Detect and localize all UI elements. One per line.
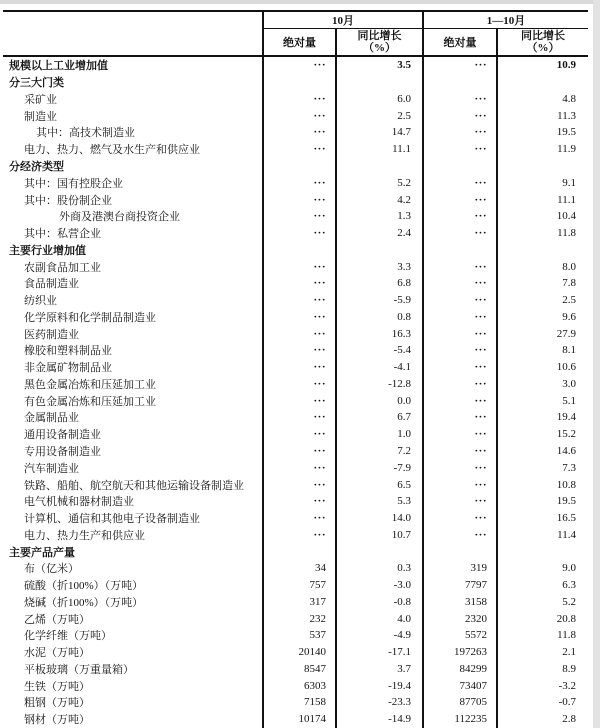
table-row	[3, 57, 588, 74]
cell-value: ···	[424, 57, 498, 74]
header-growth-oct-line1: 同比增长	[357, 30, 402, 42]
table-row	[3, 459, 588, 476]
table-row	[3, 610, 588, 627]
cell-value: ···	[424, 292, 498, 309]
cell-value	[424, 158, 498, 175]
cell-value	[498, 74, 588, 91]
cell-value: ···	[264, 409, 337, 426]
cell-value: ···	[424, 359, 498, 376]
cell-value: 11.3	[557, 109, 576, 122]
row-label: 纺织业	[3, 292, 264, 309]
cell-value: 5.2	[562, 595, 576, 608]
cell-value: 10.8	[556, 478, 576, 491]
header-group-jan-oct	[424, 12, 588, 29]
row-label: 计算机、通信和其他电子设备制造业	[3, 510, 264, 527]
row-label: 制造业	[3, 107, 264, 124]
row-label: 其中：股份制企业	[3, 191, 264, 208]
cell-value: 7797	[424, 577, 498, 594]
header-absolute-oct	[264, 29, 337, 55]
cell-value: 19.5	[556, 126, 576, 139]
row-label: 农副食品加工业	[3, 258, 264, 275]
cell-value: 11.8	[557, 629, 576, 642]
cell-value: 317	[264, 594, 337, 611]
cell-value: ···	[264, 275, 337, 292]
cell-value: 6.7	[337, 409, 424, 426]
table-row	[3, 174, 588, 191]
row-label: 主要产品产量	[3, 543, 264, 560]
cell-value: 7.2	[337, 443, 424, 460]
cell-value: 10.6	[556, 361, 576, 374]
cell-value: 7158	[264, 694, 337, 711]
cell-value: ···	[264, 225, 337, 242]
cell-value: 73407	[424, 677, 498, 694]
cell-value: 11.4	[557, 528, 576, 541]
cell-value: 3.5	[337, 57, 424, 74]
header-absolute-jan-oct-label: 绝对量	[443, 37, 477, 49]
cell-value: 84299	[424, 661, 498, 678]
row-label: 钢材（万吨）	[3, 711, 264, 728]
cell-value: 19.4	[556, 411, 576, 424]
cell-value: 319	[424, 560, 498, 577]
cell-value	[424, 74, 498, 91]
cell-value: 15.2	[556, 428, 576, 441]
cell-value: ···	[424, 191, 498, 208]
table-row	[3, 677, 588, 694]
cell-value: ···	[424, 342, 498, 359]
header-corner-cell	[3, 12, 264, 55]
row-label: 非金属矿物制品业	[3, 359, 264, 376]
cell-value: ···	[424, 174, 498, 191]
cell-value: ···	[264, 191, 337, 208]
cell-value: 6.5	[337, 476, 424, 493]
cell-value: 232	[264, 610, 337, 627]
table-row	[3, 627, 588, 644]
row-label: 有色金属冶炼和压延加工业	[3, 392, 264, 409]
row-label: 分经济类型	[3, 158, 264, 175]
cell-value: 2.5	[562, 294, 576, 307]
cell-value: 0.0	[337, 392, 424, 409]
cell-value: 3158	[424, 594, 498, 611]
table-row	[3, 225, 588, 242]
cell-value: 9.6	[562, 310, 576, 323]
row-label: 其中：国有控股企业	[3, 174, 264, 191]
cell-value: 11.1	[337, 141, 424, 158]
row-label: 铁路、船舶、航空航天和其他运输设备制造业	[3, 476, 264, 493]
header-growth-oct-line2: （%）	[363, 42, 396, 54]
table-row	[3, 426, 588, 443]
row-label: 布（亿米）	[3, 560, 264, 577]
table-row	[3, 526, 588, 543]
cell-value: ···	[264, 57, 337, 74]
cell-value: 0.8	[337, 308, 424, 325]
cell-value: ···	[264, 174, 337, 191]
table-row	[3, 392, 588, 409]
cell-value	[424, 543, 498, 560]
cell-value: 3.0	[562, 377, 576, 390]
row-label: 乙烯（万吨）	[3, 610, 264, 627]
row-label: 采矿业	[3, 91, 264, 108]
cell-value: 10.4	[556, 210, 576, 223]
cell-value	[337, 543, 424, 560]
cell-value: 2.1	[562, 646, 576, 659]
table-row	[3, 91, 588, 108]
row-label: 化学纤维（万吨）	[3, 627, 264, 644]
cell-value	[424, 241, 498, 258]
header-growth-jan-oct-line2: （%）	[526, 42, 560, 54]
cell-value: ···	[424, 141, 498, 158]
table-row	[3, 443, 588, 460]
header-group-october-label: 10月	[332, 15, 354, 27]
cell-value: ···	[264, 292, 337, 309]
cell-value: ···	[424, 208, 498, 225]
cell-value: ···	[264, 526, 337, 543]
cell-value: ···	[264, 476, 337, 493]
cell-value: -0.7	[558, 696, 576, 709]
table-row	[3, 644, 588, 661]
cell-value: ···	[424, 510, 498, 527]
cell-value: 87705	[424, 694, 498, 711]
table-row	[3, 258, 588, 275]
row-label: 硫酸（折100%）（万吨）	[3, 577, 264, 594]
row-label: 电力、热力生产和供应业	[3, 526, 264, 543]
cell-value: 9.0	[562, 562, 576, 575]
cell-value: ···	[424, 376, 498, 393]
cell-value: -5.9	[337, 292, 424, 309]
row-label: 金属制品业	[3, 409, 264, 426]
table-row	[3, 543, 588, 560]
cell-value: ···	[424, 392, 498, 409]
row-label: 外商及港澳台商投资企业	[3, 208, 264, 225]
table-row	[3, 208, 588, 225]
cell-value: ···	[264, 443, 337, 460]
table-row	[3, 191, 588, 208]
cell-value: -12.8	[337, 376, 424, 393]
table-row	[3, 661, 588, 678]
cell-value: ···	[424, 107, 498, 124]
cell-value: ···	[424, 426, 498, 443]
table-row	[3, 577, 588, 594]
cell-value: -23.3	[337, 694, 424, 711]
cell-value	[337, 241, 424, 258]
table-row	[3, 141, 588, 158]
cell-value: 1.3	[337, 208, 424, 225]
row-label: 电力、热力、燃气及水生产和供应业	[3, 141, 264, 158]
cell-value: -0.8	[337, 594, 424, 611]
table-header	[3, 12, 588, 57]
row-label: 规模以上工业增加值	[3, 57, 264, 74]
cell-value: ···	[264, 426, 337, 443]
cell-value: ···	[264, 376, 337, 393]
cell-value: 9.1	[562, 176, 576, 189]
table-row	[3, 158, 588, 175]
cell-value: ···	[264, 107, 337, 124]
row-label: 黑色金属冶炼和压延加工业	[3, 376, 264, 393]
cell-value: -3.0	[337, 577, 424, 594]
row-label: 其中：高技术制造业	[3, 124, 264, 141]
cell-value: ···	[424, 493, 498, 510]
table-row	[3, 275, 588, 292]
cell-value: 2.5	[337, 107, 424, 124]
cell-value	[498, 158, 588, 175]
page-edge-top	[0, 0, 600, 4]
cell-value: 0.3	[337, 560, 424, 577]
table-row	[3, 493, 588, 510]
row-label: 烧碱（折100%）（万吨）	[3, 594, 264, 611]
page-edge-right	[593, 0, 600, 728]
cell-value: ···	[264, 258, 337, 275]
table-row	[3, 510, 588, 527]
row-label: 汽车制造业	[3, 459, 264, 476]
cell-value: 6.8	[337, 275, 424, 292]
cell-value: ···	[264, 141, 337, 158]
cell-value	[264, 74, 337, 91]
cell-value: -4.9	[337, 627, 424, 644]
cell-value: ···	[424, 124, 498, 141]
header-absolute-jan-oct	[424, 29, 498, 55]
cell-value: 6.3	[562, 579, 576, 592]
header-growth-jan-oct	[498, 29, 588, 55]
table-row	[3, 409, 588, 426]
table-row	[3, 594, 588, 611]
cell-value: 6303	[264, 677, 337, 694]
cell-value	[264, 543, 337, 560]
cell-value: 20.8	[556, 612, 576, 625]
table-row	[3, 476, 588, 493]
cell-value: 5.2	[337, 174, 424, 191]
cell-value	[337, 74, 424, 91]
header-growth-oct	[337, 29, 424, 55]
cell-value: ···	[424, 91, 498, 108]
cell-value: ···	[264, 510, 337, 527]
cell-value: -4.1	[337, 359, 424, 376]
cell-value: 10.9	[556, 59, 576, 72]
cell-value: 6.0	[337, 91, 424, 108]
row-label: 粗钢（万吨）	[3, 694, 264, 711]
cell-value: 7.3	[562, 461, 576, 474]
cell-value: 4.2	[337, 191, 424, 208]
cell-value: 34	[264, 560, 337, 577]
cell-value: ···	[264, 392, 337, 409]
cell-value: ···	[424, 459, 498, 476]
table-row	[3, 241, 588, 258]
cell-value: ···	[264, 124, 337, 141]
cell-value: 10.7	[337, 526, 424, 543]
row-label: 平板玻璃（万重量箱）	[3, 661, 264, 678]
cell-value: 5.3	[337, 493, 424, 510]
header-absolute-oct-label: 绝对量	[283, 37, 316, 49]
row-label: 医药制造业	[3, 325, 264, 342]
cell-value: 11.9	[557, 143, 576, 156]
row-label: 通用设备制造业	[3, 426, 264, 443]
row-label: 电气机械和器材制造业	[3, 493, 264, 510]
table-row	[3, 711, 588, 728]
cell-value: -5.4	[337, 342, 424, 359]
cell-value: 11.8	[557, 227, 576, 240]
cell-value: ···	[264, 325, 337, 342]
cell-value: 14.7	[337, 124, 424, 141]
table-row	[3, 308, 588, 325]
cell-value	[337, 158, 424, 175]
cell-value: ···	[264, 459, 337, 476]
table-row	[3, 124, 588, 141]
cell-value: ···	[264, 493, 337, 510]
cell-value: ···	[424, 476, 498, 493]
row-label: 食品制造业	[3, 275, 264, 292]
cell-value	[264, 158, 337, 175]
row-label: 生铁（万吨）	[3, 677, 264, 694]
cell-value: 10174	[264, 711, 337, 728]
cell-value: -17.1	[337, 644, 424, 661]
cell-value: ···	[264, 91, 337, 108]
cell-value: ···	[424, 308, 498, 325]
cell-value: 8547	[264, 661, 337, 678]
table-row	[3, 325, 588, 342]
table-row	[3, 107, 588, 124]
header-group-october	[264, 12, 424, 29]
table-row	[3, 342, 588, 359]
cell-value: -3.2	[558, 679, 576, 692]
cell-value: ···	[424, 409, 498, 426]
cell-value: -7.9	[337, 459, 424, 476]
cell-value: 757	[264, 577, 337, 594]
cell-value: 7.8	[562, 277, 576, 290]
cell-value: ···	[264, 359, 337, 376]
row-label: 化学原料和化学制品制造业	[3, 308, 264, 325]
table-row	[3, 376, 588, 393]
cell-value: 2.4	[337, 225, 424, 242]
cell-value: ···	[424, 526, 498, 543]
cell-value: 2.8	[562, 713, 576, 726]
cell-value: 4.0	[337, 610, 424, 627]
row-label: 主要行业增加值	[3, 241, 264, 258]
cell-value: 4.8	[562, 92, 576, 105]
row-label: 分三大门类	[3, 74, 264, 91]
cell-value: ···	[264, 208, 337, 225]
cell-value: 5.1	[562, 394, 576, 407]
table-row	[3, 359, 588, 376]
cell-value: 5572	[424, 627, 498, 644]
cell-value: 3.7	[337, 661, 424, 678]
cell-value: ···	[424, 258, 498, 275]
table-row	[3, 560, 588, 577]
industrial-output-table	[3, 10, 588, 728]
cell-value: ···	[424, 325, 498, 342]
cell-value	[498, 241, 588, 258]
cell-value: 2320	[424, 610, 498, 627]
cell-value: 14.6	[556, 444, 576, 457]
cell-value: 11.1	[557, 193, 576, 206]
cell-value	[264, 241, 337, 258]
cell-value: 16.3	[337, 325, 424, 342]
cell-value: ···	[424, 443, 498, 460]
cell-value: 8.9	[562, 662, 576, 675]
cell-value: ···	[264, 342, 337, 359]
cell-value: 3.3	[337, 258, 424, 275]
cell-value: 197263	[424, 644, 498, 661]
cell-value: 8.0	[562, 260, 576, 273]
cell-value: 16.5	[556, 512, 576, 525]
cell-value: ···	[424, 275, 498, 292]
cell-value: 27.9	[556, 327, 576, 340]
cell-value: 112235	[424, 711, 498, 728]
cell-value	[498, 543, 588, 560]
cell-value: 8.1	[562, 344, 576, 357]
table-row	[3, 694, 588, 711]
cell-value: 20140	[264, 644, 337, 661]
cell-value: 14.0	[337, 510, 424, 527]
cell-value: 1.0	[337, 426, 424, 443]
header-group-jan-oct-label: 1—10月	[486, 15, 526, 27]
table-row	[3, 74, 588, 91]
cell-value: -19.4	[337, 677, 424, 694]
table-body	[3, 57, 588, 728]
row-label: 水泥（万吨）	[3, 644, 264, 661]
header-growth-jan-oct-line1: 同比增长	[521, 30, 565, 42]
cell-value: -14.9	[337, 711, 424, 728]
cell-value: ···	[424, 225, 498, 242]
row-label: 其中：私营企业	[3, 225, 264, 242]
row-label: 橡胶和塑料制品业	[3, 342, 264, 359]
cell-value: 19.5	[556, 495, 576, 508]
row-label: 专用设备制造业	[3, 443, 264, 460]
table-row	[3, 292, 588, 309]
cell-value: 537	[264, 627, 337, 644]
cell-value: ···	[264, 308, 337, 325]
